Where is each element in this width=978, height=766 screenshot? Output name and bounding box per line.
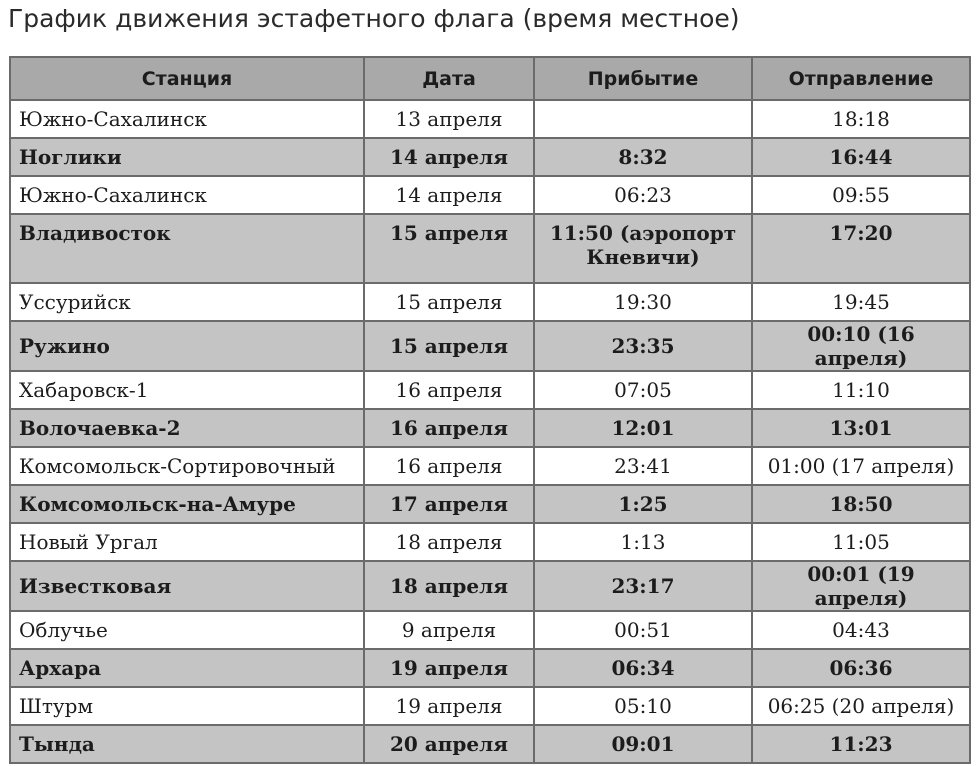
table-row	[10, 561, 970, 611]
departure-cell: 04:43	[752, 611, 970, 649]
table-row	[10, 371, 970, 409]
arrival-cell	[534, 100, 752, 138]
station-cell: Комсомольск-на-Амуре	[10, 485, 364, 523]
arrival-cell: 09:01	[534, 725, 752, 763]
arrival-cell: 23:41	[534, 447, 752, 485]
station-cell: Штурм	[10, 687, 364, 725]
departure-cell: 13:01	[752, 409, 970, 447]
table-header	[10, 57, 970, 100]
date-cell: 17 апреля	[364, 485, 534, 523]
table-row	[10, 649, 970, 687]
departure-cell: 17:20	[752, 214, 970, 283]
arrival-cell: 23:35	[534, 321, 752, 371]
station-cell: Ноглики	[10, 138, 364, 176]
arrival-cell: 07:05	[534, 371, 752, 409]
arrival-cell: 06:23	[534, 176, 752, 214]
station-cell: Уссурийск	[10, 283, 364, 321]
table-row	[10, 176, 970, 214]
departure-cell: 06:36	[752, 649, 970, 687]
date-cell: 20 апреля	[364, 725, 534, 763]
departure-cell: 11:10	[752, 371, 970, 409]
date-cell: 18 апреля	[364, 523, 534, 561]
table-row	[10, 321, 970, 371]
schedule-table	[9, 56, 971, 764]
date-cell: 14 апреля	[364, 138, 534, 176]
station-cell: Южно-Сахалинск	[10, 100, 364, 138]
station-cell: Волочаевка-2	[10, 409, 364, 447]
date-cell: 16 апреля	[364, 409, 534, 447]
station-cell: Новый Ургал	[10, 523, 364, 561]
arrival-cell: 19:30	[534, 283, 752, 321]
date-cell: 14 апреля	[364, 176, 534, 214]
table-row	[10, 100, 970, 138]
column-header-departure: Отправление	[752, 57, 970, 100]
arrival-cell: 23:17	[534, 561, 752, 611]
station-cell: Ружино	[10, 321, 364, 371]
departure-cell: 19:45	[752, 283, 970, 321]
table-row	[10, 447, 970, 485]
station-cell: Южно-Сахалинск	[10, 176, 364, 214]
arrival-cell: 8:32	[534, 138, 752, 176]
station-cell: Комсомольск-Сортировочный	[10, 447, 364, 485]
station-cell: Владивосток	[10, 214, 364, 283]
departure-cell: 16:44	[752, 138, 970, 176]
station-cell: Известковая	[10, 561, 364, 611]
table-row	[10, 485, 970, 523]
arrival-cell: 06:34	[534, 649, 752, 687]
column-header-arrival: Прибытие	[534, 57, 752, 100]
arrival-cell: 05:10	[534, 687, 752, 725]
table-row	[10, 687, 970, 725]
table-row	[10, 611, 970, 649]
departure-cell: 11:05	[752, 523, 970, 561]
departure-cell: 11:23	[752, 725, 970, 763]
station-cell: Хабаровск-1	[10, 371, 364, 409]
table-row	[10, 138, 970, 176]
column-header-date: Дата	[364, 57, 534, 100]
table-body	[10, 100, 970, 763]
station-cell: Облучье	[10, 611, 364, 649]
arrival-cell: 00:51	[534, 611, 752, 649]
date-cell: 18 апреля	[364, 561, 534, 611]
station-cell: Тында	[10, 725, 364, 763]
date-cell: 13 апреля	[364, 100, 534, 138]
header-row	[10, 57, 970, 100]
departure-cell: 00:01 (19 апреля)	[752, 561, 970, 611]
page-title: График движения эстафетного флага (время местное)	[8, 4, 740, 33]
table-row	[10, 214, 970, 283]
departure-cell: 18:50	[752, 485, 970, 523]
date-cell: 15 апреля	[364, 321, 534, 371]
date-cell: 16 апреля	[364, 447, 534, 485]
departure-cell: 09:55	[752, 176, 970, 214]
date-cell: 15 апреля	[364, 283, 534, 321]
arrival-cell: 11:50 (аэропорт Кневичи)	[534, 214, 752, 283]
station-cell: Архара	[10, 649, 364, 687]
table-row	[10, 409, 970, 447]
table-row	[10, 725, 970, 763]
date-cell: 16 апреля	[364, 371, 534, 409]
arrival-cell: 12:01	[534, 409, 752, 447]
departure-cell: 01:00 (17 апреля)	[752, 447, 970, 485]
date-cell: 19 апреля	[364, 687, 534, 725]
departure-cell: 06:25 (20 апреля)	[752, 687, 970, 725]
departure-cell: 00:10 (16 апреля)	[752, 321, 970, 371]
table-row	[10, 523, 970, 561]
arrival-cell: 1:13	[534, 523, 752, 561]
departure-cell: 18:18	[752, 100, 970, 138]
date-cell: 15 апреля	[364, 214, 534, 283]
arrival-cell: 1:25	[534, 485, 752, 523]
table-row	[10, 283, 970, 321]
date-cell: 9 апреля	[364, 611, 534, 649]
date-cell: 19 апреля	[364, 649, 534, 687]
column-header-station: Станция	[10, 57, 364, 100]
